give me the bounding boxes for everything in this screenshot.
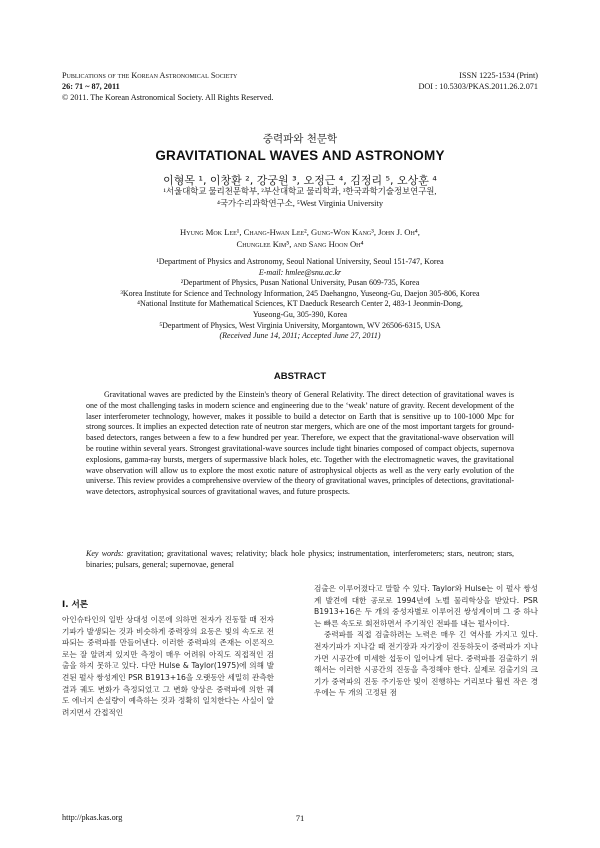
affiliation-korean-line: ⁴국가수리과학연구소, ⁵West Virginia University <box>216 198 384 208</box>
paragraph: 아인슈타인의 일반 상대성 이론에 의하면 전자가 진동할 때 전자기파가 발생되는 것과 비슷하게 중력장의 요동은 빛의 속도로 전파되는 중력파를 만들어낸다. 이러한 중력파의 존재는 이론적으로는 잘 알려져 있지만 측정이 매우 어려워 아직도 직접적인 검출을 하지 못하고 있다. 다만 Hulse & Taylor(1975)에 의해 발견된 펄사 쌍성계인 PSR B1913+16을 오랫동안 세밀히 관측한 결과 궤도 변화가 측정되었고 그 변화 양상은 중력파에 의한 궤도 에너지 손실량이 예측하는 것과 정확히 일치한다는 사실이 알려지면서 간접적인 <box>62 615 274 717</box>
copyright: © 2011. The Korean Astronomical Society. All Rights Reserved. <box>62 93 274 102</box>
email: E-mail: hmlee@snu.ac.kr <box>258 267 342 277</box>
affiliation-line: ¹Department of Physics and Astronomy, Seoul National University, Seoul 151-747, Korea <box>156 257 444 266</box>
journal-name: Publications of the Korean Astronomical Society <box>62 71 238 80</box>
body-column-left <box>62 614 274 718</box>
body-column-right <box>314 583 538 699</box>
paragraph: 검출은 이루어졌다고 말할 수 있다. Taylor와 Hulse는 이 펄사 쌍성계 발견에 대한 공로로 1994년에 노벨 물리학상을 받았다. PSR B1913+16은 두 개의 중성자별로 이루어진 쌍성계이며 그 중 하나는 빠른 속도로 회전하면서 주기적인 전파를 내는 펄사이다. <box>314 584 538 628</box>
page-number: 71 <box>295 813 305 823</box>
section-heading: I. 서론 <box>62 600 89 610</box>
keywords-label: Key words: <box>86 549 124 558</box>
authors-english <box>0 226 600 250</box>
keywords-text: gravitation; gravitational waves; relativity; black hole physics; instrumentation, interferometers; stars, neutron; stars, binaries; pulsars, general; supernovae, general <box>86 549 515 569</box>
journal-header <box>62 70 273 103</box>
issn: ISSN 1225-1534 (Print) <box>459 71 538 80</box>
abstract-heading: ABSTRACT <box>273 371 327 382</box>
authors-korean: 이형목 ¹, 이창환 ², 강궁원 ³, 오정근 ⁴, 김정리 ⁵, 오상훈 ⁴ <box>163 174 437 187</box>
affiliation-line: Yuseong-Gu, 305-390, Korea <box>252 309 348 319</box>
title-english: GRAVITATIONAL WAVES AND ASTRONOMY <box>155 148 445 163</box>
citation: 26: 71 ~ 87, 2011 <box>62 82 120 91</box>
doi: DOI : 10.5303/PKAS.2011.26.2.071 <box>418 82 538 91</box>
affiliations <box>0 257 600 342</box>
footer-url[interactable]: http://pkas.kas.org <box>62 813 123 822</box>
affiliation-line: ³Korea Institute for Science and Technology Information, 245 Daehangno, Yuseong-Gu, Daejon 305-806, Korea <box>120 288 480 298</box>
authors-english-line: Chunglee Kim⁵, and Sang Hoon Oh⁴ <box>236 239 364 249</box>
title-korean: 중력파와 천문학 <box>262 133 338 145</box>
affiliation-line: ⁴National Institute for Mathematical Sciences, KT Daeduck Research Center 2, 483-1 Jeonmin-Dong, <box>137 299 463 309</box>
authors-english-line: Hyung Mok Lee¹, Chang-Hwan Lee², Gung-Won Kang³, John J. Oh⁴, <box>180 227 420 237</box>
identifier-header <box>418 70 538 92</box>
affiliations-korean <box>0 186 600 209</box>
abstract-text: Gravitational waves are predicted by the Einstein's theory of General Relativity. The direct detection of gravitational waves is one of the most challenging tasks in modern science and engineering due to the ‘weak’ nature of gravity. Recent development of the laser interferometer technology, however, makes it possible to build a detector on Earth that is sensitive up to 100-1000 Mpc for strong sources. It implies an expected detection rate of neutron star mergers, which are one of the most important targets for ground-based detectors, ranges between a few to a few hundred per year. Therefore, we expect that the gravitational-wave observation will be routine within several years. Strongest gravitational-wave sources include tight binaries composed of compact objects, supernova explosions, gamma-ray bursts, mergers of supermassive black holes, etc. Together with the electromagnetic waves, the gravitational wave observation will allow us to explore the most exotic nature of astrophysical objects as well as the very early evolution of the universe. This review provides a comprehensive overview of the theory of gravitational waves, principles of detections, gravitational-wave detectors, astrophysical sources of gravitational waves, and future prospects. <box>86 390 514 497</box>
keywords <box>86 549 514 571</box>
affiliation-line: ²Department of Physics, Pusan National University, Pusan 609-735, Korea <box>180 278 420 288</box>
affiliation-line: ⁵Department of Physics, West Virginia University, Morgantown, WV 26506-6315, USA <box>159 320 441 330</box>
received-dates: (Received June 14, 2011; Accepted June 27, 2011) <box>219 331 381 341</box>
affiliation-korean-line: ¹서울대학교 물리천문학부, ²부산대학교 물리학과, ³한국과학기술정보연구원, <box>163 187 437 196</box>
paragraph: 중력파를 직접 검출하려는 노력은 매우 긴 역사를 가지고 있다. 전자기파가 지나갈 때 전기장과 자기장이 진동하듯이 중력파가 지나가면 시공간에 미세한 섭동이 일어나게 된다. 중력파를 검출하기 위해서는 이러한 시공간의 진동을 측정해야 한다. 실제로 검출기의 크기가 중력파의 진동 주기동안 빛이 진행하는 거리보다 훨씬 작은 경우에는 두 개의 고정된 점 <box>314 630 538 698</box>
